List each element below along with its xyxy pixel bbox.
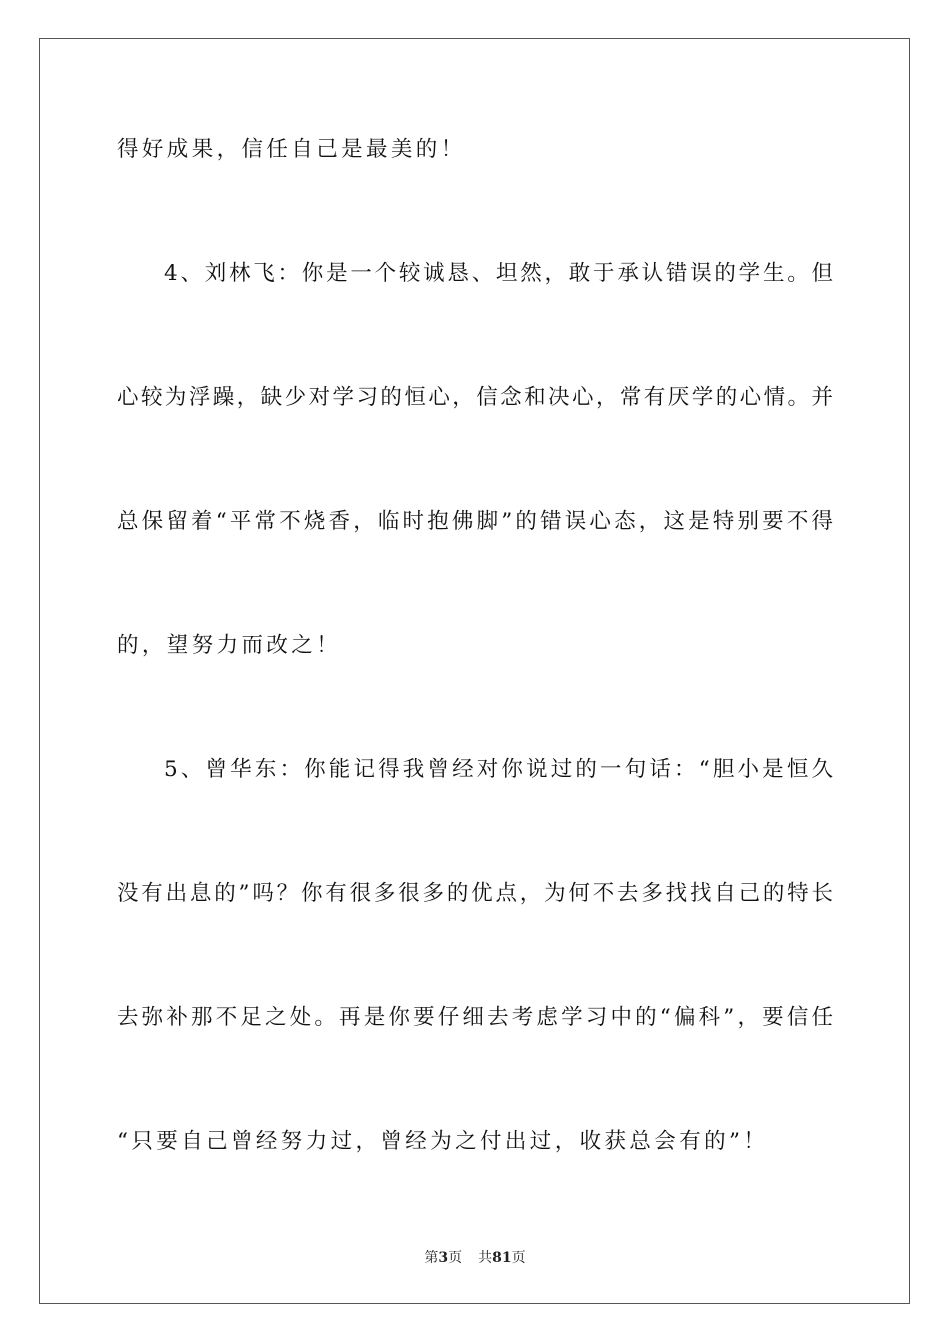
paragraph-line: “只要自己曾经努力过，曾经为之付出过，收获总会有的”！ — [117, 1129, 769, 1154]
page-border — [39, 38, 910, 1304]
paragraph-line: 5、曾华东：你能记得我曾经对你说过的一句话：“胆小是恒久 — [164, 757, 833, 782]
paragraph-line: 总保留着“平常不烧香，临时抱佛脚”的错误心态，这是特别要不得 — [117, 509, 833, 534]
total-suffix: 页 — [511, 1250, 526, 1266]
paragraph-line: 心较为浮躁，缺少对学习的恒心，信念和决心，常有厌学的心情。并 — [117, 385, 833, 410]
page-number: 3 — [438, 1250, 449, 1266]
page-prefix: 第 — [424, 1250, 439, 1266]
paragraph-line: 没有出息的”吗？你有很多很多的优点，为何不去多找找自己的特长 — [117, 881, 833, 906]
page-suffix: 页 — [448, 1250, 463, 1266]
page-footer — [0, 1249, 950, 1267]
total-pages: 81 — [492, 1250, 512, 1266]
paragraph-line: 的，望努力而改之！ — [117, 633, 342, 658]
paragraph-line: 得好成果，信任自己是最美的！ — [117, 137, 466, 162]
paragraph-line: 去弥补那不足之处。再是你要仔细去考虑学习中的“偏科”，要信任 — [117, 1005, 833, 1030]
paragraph-line: 4、刘林飞：你是一个较诚恳、坦然，敢于承认错误的学生。但 — [164, 261, 833, 286]
total-prefix: 共 — [478, 1250, 493, 1266]
